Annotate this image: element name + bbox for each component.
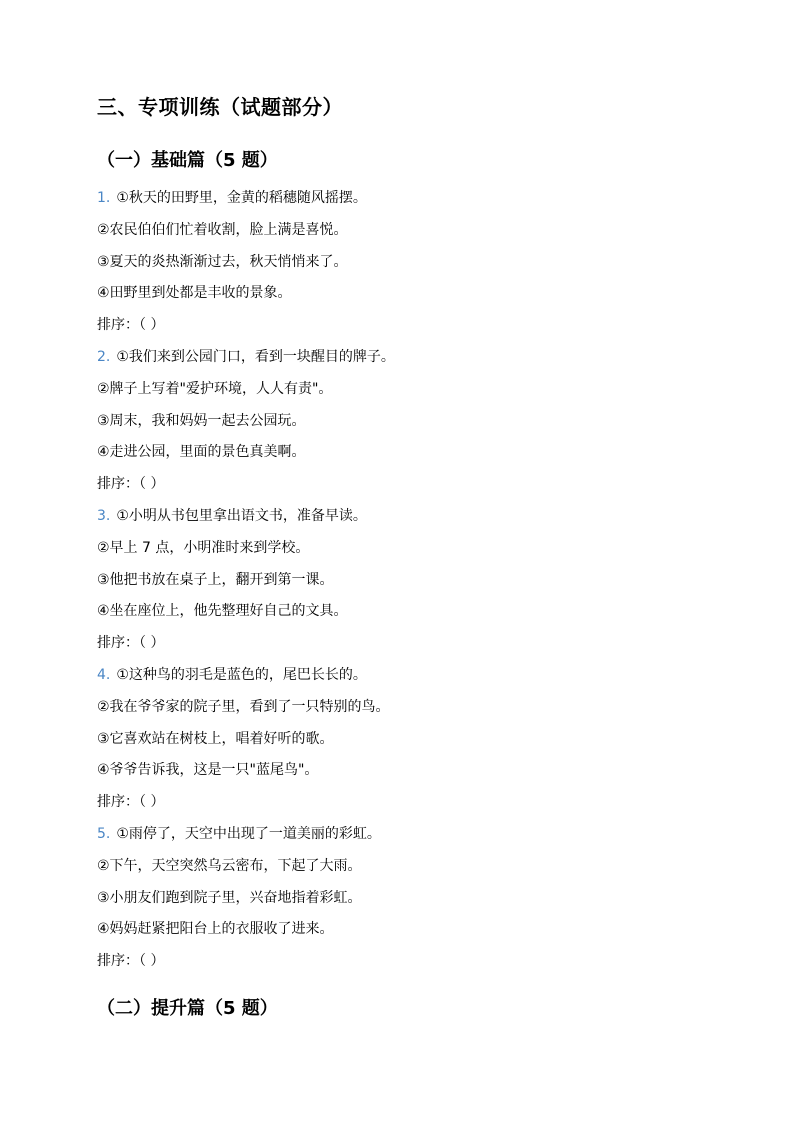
answer-prompt: 排序：（ ） <box>97 794 165 811</box>
part-title-advanced: （二）提升篇（5 题） <box>97 998 278 1019</box>
sentence: ②早上 7 点，小明准时来到学校。 <box>97 539 310 556</box>
sentence: ④田野里到处都是丰收的景象。 <box>97 285 292 302</box>
answer-prompt: 排序：（ ） <box>97 317 165 334</box>
sentence: ②我在爷爷家的院子里，看到了一只特别的鸟。 <box>97 698 390 715</box>
answer-prompt: 排序：（ ） <box>97 476 165 493</box>
sentence: ③周末，我和妈妈一起去公园玩。 <box>97 412 306 429</box>
sentence: ④走进公园，里面的景色真美啊。 <box>97 444 306 461</box>
sentence: ③他把书放在桌子上，翻开到第一课。 <box>97 571 334 588</box>
sentence: ①这种鸟的羽毛是蓝色的，尾巴长长的。 <box>116 666 367 683</box>
question-line <box>97 660 717 692</box>
sentence: ②牌子上写着"爱护环境，人人有责"。 <box>97 380 333 397</box>
question-number: 3. <box>97 507 111 524</box>
sentence: ①秋天的田野里，金黄的稻穗随风摇摆。 <box>116 190 367 206</box>
sentence: ③小朋友们跑到院子里，兴奋地指着彩虹。 <box>97 889 362 906</box>
sentence: ③夏天的炎热渐渐过去，秋天悄悄来了。 <box>97 253 348 270</box>
question-number: 1. <box>97 190 111 206</box>
sentence: ②下午，天空突然乌云密布，下起了大雨。 <box>97 857 362 874</box>
question-number: 2. <box>97 348 111 365</box>
sentence: ④妈妈赶紧把阳台上的衣服收了进来。 <box>97 921 334 938</box>
sentence: ④爷爷告诉我，这是一只"蓝尾鸟"。 <box>97 762 319 779</box>
question-line <box>97 183 717 215</box>
question-line <box>97 819 717 851</box>
part-title-basic: （一）基础篇（5 题） <box>97 150 278 171</box>
sentence: ①小明从书包里拿出语文书，准备早读。 <box>116 507 367 524</box>
question-3 <box>97 501 717 660</box>
question-line <box>97 342 717 374</box>
question-number: 4. <box>97 666 111 683</box>
question-line <box>97 501 717 533</box>
sentence: ③它喜欢站在树枝上，唱着好听的歌。 <box>97 730 334 747</box>
sentence: ①我们来到公园门口，看到一块醒目的牌子。 <box>116 348 395 365</box>
question-2 <box>97 342 717 501</box>
section-title: 三、专项训练（试题部分） <box>97 95 343 119</box>
question-1 <box>97 183 717 342</box>
sentence: ④坐在座位上，他先整理好自己的文具。 <box>97 603 348 620</box>
answer-prompt: 排序：（ ） <box>97 635 165 652</box>
sentence: ②农民伯伯们忙着收割，脸上满是喜悦。 <box>97 221 348 238</box>
question-5 <box>97 819 717 978</box>
answer-prompt: 排序：（ ） <box>97 953 165 970</box>
question-number: 5. <box>97 825 111 842</box>
question-4 <box>97 660 717 819</box>
sentence: ①雨停了，天空中出现了一道美丽的彩虹。 <box>116 825 381 842</box>
question-list <box>97 183 717 978</box>
